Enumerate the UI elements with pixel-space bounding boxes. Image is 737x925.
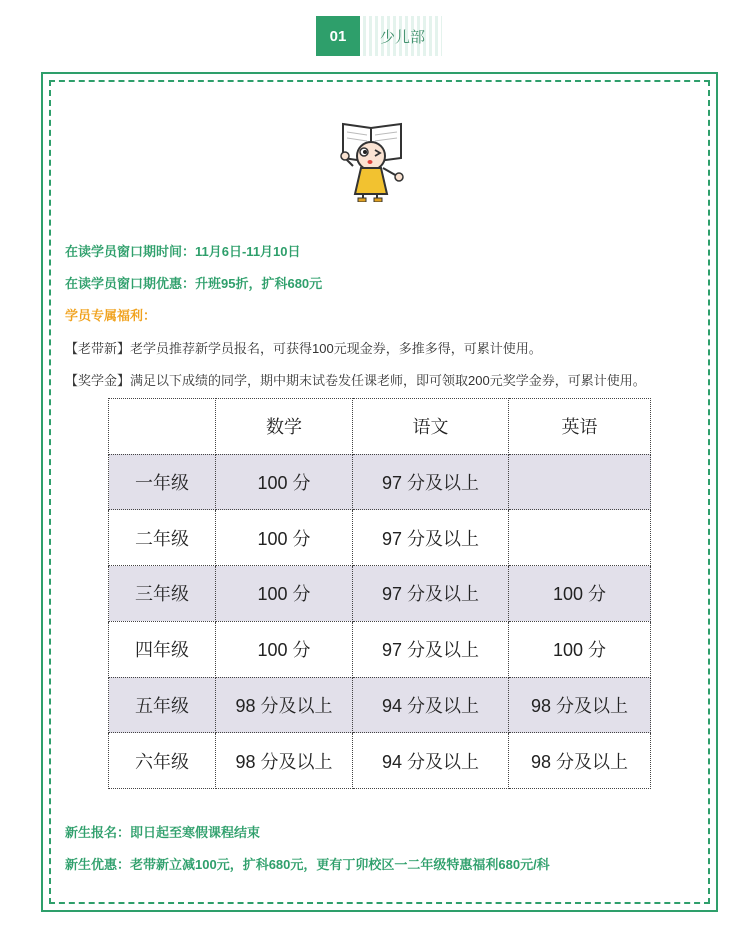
section-number: 01 [316,16,360,56]
table-cell: 二年级 [109,510,216,566]
section-header [316,16,442,56]
table-cell: 100 分 [509,566,651,622]
table-row [109,510,651,566]
table-header-row [109,399,651,455]
table-row [109,621,651,677]
table-cell: 98 分及以上 [216,677,353,733]
table-cell: 四年级 [109,621,216,677]
table-cell: 一年级 [109,454,216,510]
scholarship-table [108,398,651,789]
book-reading-girl-icon [337,118,409,202]
benefit-heading: 学员专属福利： [65,308,157,323]
table-cell: 100 分 [216,566,353,622]
table-header-cell: 语文 [353,399,509,455]
table-cell [509,454,651,510]
referral-text: 【老带新】老学员推荐新学员报名，可获得100元现金券，多推多得，可累计使用。 [65,341,542,356]
table-row [109,677,651,733]
section-title: 少儿部 [363,16,442,56]
table-cell: 100 分 [216,510,353,566]
table-cell: 三年级 [109,566,216,622]
table-cell: 98 分及以上 [216,733,353,789]
table-row [109,566,651,622]
table-cell: 97 分及以上 [353,454,509,510]
table-cell: 六年级 [109,733,216,789]
new-offer-text: 新生优惠：老带新立减100元，扩科680元，更有丁卯校区一二年级特惠福利680元/科 [65,857,550,872]
table-row [109,733,651,789]
table-cell: 97 分及以上 [353,621,509,677]
table-cell: 五年级 [109,677,216,733]
table-row [109,454,651,510]
table-cell: 100 分 [509,621,651,677]
window-offer-text: 在读学员窗口期优惠：升班95折，扩科680元 [65,276,323,291]
table-cell [509,510,651,566]
table-cell: 100 分 [216,454,353,510]
new-signup-text: 新生报名：即日起至寒假课程结束 [65,825,261,840]
table-cell: 98 分及以上 [509,733,651,789]
table-cell: 97 分及以上 [353,566,509,622]
table-header-cell: 数学 [216,399,353,455]
table-cell: 100 分 [216,621,353,677]
window-time-text: 在读学员窗口期时间：11月6日-11月10日 [65,244,301,259]
table-cell: 94 分及以上 [353,677,509,733]
table-header-cell [109,399,216,455]
table-cell: 94 分及以上 [353,733,509,789]
table-cell: 98 分及以上 [509,677,651,733]
table-header-cell: 英语 [509,399,651,455]
scholarship-text: 【奖学金】满足以下成绩的同学，期中期末试卷发任课老师，即可领取200元奖学金券，可累计使用。 [65,373,646,388]
table-cell: 97 分及以上 [353,510,509,566]
